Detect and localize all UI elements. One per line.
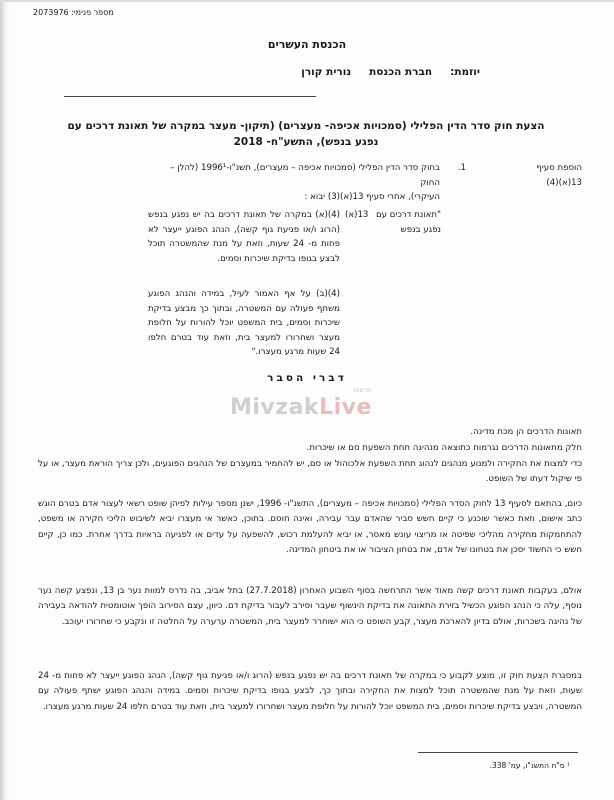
top-edge [0, 0, 614, 2]
explanation-p5: אולם, בעקבות תאונת דרכים קשה מאוד אשר התרחשה בסוף השבוע האחרון (27.7.2018) בתל אביב, בה נדרס למוות נער בן 13, ונפצע קשה נער נוסף, עלה כי הנהג הפוגע הכשיל בזירת התאונה את בדיקת הינשוף שעבר וסירב לעבור בדיקת דם. כיוון, עצם הסירוב הופך אוטומטית להודאה בעבירה של נהיגה בשכרות, אולם בדיון להארכת מעצר, קבע השופט כי הוא ישוחרר למעצר בית, המשטרה ערערה על החלטה זו ונקבע כי שחרורו יעוכב. [38, 586, 582, 627]
bill-title-line2: נפגע בנפש), התשע"ח- 2018 [233, 136, 379, 148]
section-side-ref: 13(א)(4) [546, 177, 582, 188]
subsection-4b: (4)(ב) על אף האמור לעיל, במידה והנהג הפוגע משתף פעולה עם המשטרה, ובתוך כך מבצע בדיקת שיכרות וסמים, בית המשפט יוכל להורות על חלופת מעצר ושחרורו למעצר בית, וזאת עוד בטרם חלפו 24 שעות מרגע מעצרו." [148, 289, 340, 357]
header-divider [64, 96, 316, 97]
inner-side-label1: "תאונת דרכים עם [375, 210, 441, 220]
initiators-label: יוזמת: [450, 66, 480, 78]
watermark-logo [230, 387, 400, 420]
knesset-heading: הכנסת העשרים [267, 38, 347, 51]
watermark-brand-main: Mivzak [230, 395, 320, 420]
section-number: 1. [457, 163, 466, 173]
footnote: ¹ ס"ח התשנ"ו, עמ' 338. [489, 761, 570, 770]
internal-doc-number: מספר פנימי: 2073976 [33, 8, 114, 17]
watermark-small-text: חדשות [354, 387, 372, 394]
subsection-4a: (4)(א) במקרה של תאונת דרכים בה יש נפגע בנפש (הרוג ו/או פגיעת גוף קשה), הנהג הפוגע ייעצר לא פחות מ- 24 שעות, וזאת על מנת שהמשטרה תוכל לבצע בגופו בדיקת שיכרות וסמים. [148, 210, 340, 264]
watermark-brand [230, 395, 372, 420]
initiators-line [150, 66, 480, 78]
inner-side-ref: 13(א) [345, 210, 369, 220]
explanation-p1: תאונות הדרכים הן מכת מדינה. [470, 427, 582, 437]
bill-title [44, 118, 568, 150]
explanation-p3: כדי למצות את החקירה ולמנוע מנהגים לנהוג תחת השפעת אלכוהול או סם, יש להחמיר במעצרם של הנהגים הפוגעים, ולכן צריך הוראת מעצר, או על פי שיקול דעתו של השופט. [38, 459, 582, 485]
section-side-note [482, 161, 582, 190]
section-body-line1: בחוק סדר הדין הפלילי (סמכויות אכיפה – מעצרים), תשנ"ו-1996¹ (להלן – החוק [170, 163, 440, 188]
section-side-label: הוספת סעיף [536, 163, 582, 173]
bill-title-line1: הצעת חוק סדר הדין הפלילי (סמכויות אכיפה- מעצרים) (תיקון- מעצר במקרה של תאונת דרכים עם [67, 120, 545, 132]
section-body [148, 161, 440, 205]
initiator-name: נורית קורן [301, 66, 352, 78]
initiator-role: חברת הכנסת [369, 66, 433, 78]
explanation-heading: דברי הסבר [267, 372, 347, 384]
explanation-p6: במסגרת הצעת חוק זו, מוצע לקבוע כי במקרה של תאונת דרכים בה יש נפגע בנפש (הרוג ו/או פגיעת גוף קשה), הנהג הפוגע ייעצר לא פחות מ- 24 שעות, וזאת על מנת שהמשטרה תוכל למצות את החקירה ובתוך כך, לבצע בגופו בדיקת שיכרות וסמים. במידה והנהג הפוגע ישתף פעולה עם המשטרה, ויבצע בדיקת שיכרות וסמים, בית המשפט יוכל להורות על חלופת מעצר ושחרורו למעצר בית, וזאת עוד בטרם חלפו 24 שעות מרגע מעצרו. [38, 671, 582, 712]
page-fold-shadow [0, 0, 10, 800]
footnote-divider [418, 752, 578, 753]
watermark-brand-live: Live [319, 395, 372, 420]
explanation-p2: חלק מתאונות הדרכים נגרמות כתוצאה מנהיגה תחת השפעת סם או שיכרות. [306, 443, 582, 453]
section-body-line2: העיקרי), אחרי סעיף 13(א)(3) יבוא : [304, 192, 440, 202]
inner-side-note [345, 208, 441, 237]
explanation-p4: כיום, בהתאם לסעיף 13 לחוק הסדר הפלילי (סמכויות אכיפה – מעצרים), התשנ"ו- 1996, ישנן מספר עילות לפיהן שופט רשאי לעצור אדם בטרם הוגש כתב אישום, וזאת כאשר שוכנע כי קיים חשש סביר שהאדם עבר עבירה, ואינה חוסם. בתוכן, כאשר אי מעצרו יביא לשיבוש הליכי חקירה או משפט, להתחמקות מחקירה מהליכי שפיטה או מריצוי עונש מאסר, או יביא להעלמת רכוש, להשפעה על עדים או לפגיעה בראיות בדרך אחרת. כמו כן, קיים חשש כי החשוד יסכן את בטחונו של אדם, את בטחון הציבור או את ביטחון המדינה. [38, 499, 583, 555]
inner-side-label2: נפגע בנפש [400, 224, 441, 235]
